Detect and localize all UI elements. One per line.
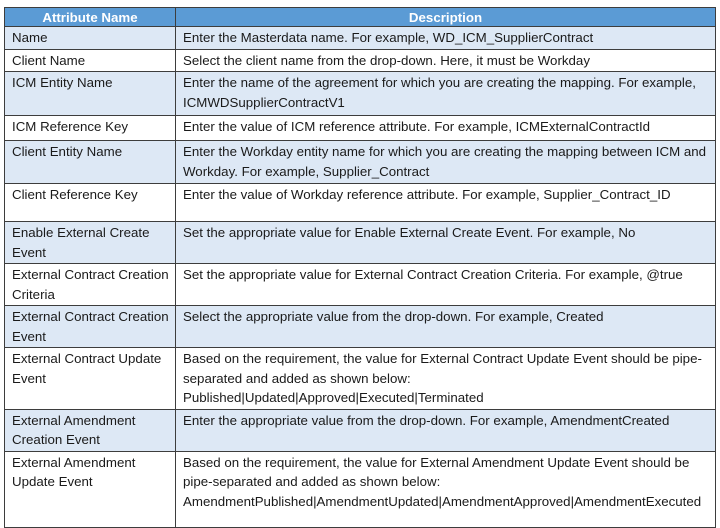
description-cell: Set the appropriate value for Enable External Create Event. For example, No xyxy=(176,222,716,264)
description-cell: Select the appropriate value from the drop-down. For example, Created xyxy=(176,306,716,348)
description-cell xyxy=(176,451,716,527)
attribute-cell: Client Reference Key xyxy=(5,184,176,222)
description-value: Published|Updated|Approved|Executed|Terminated xyxy=(183,390,484,405)
description-cell xyxy=(176,348,716,410)
header-description: Description xyxy=(176,8,716,27)
table-row xyxy=(5,409,716,451)
attribute-cell: External Amendment Creation Event xyxy=(5,409,176,451)
table-row xyxy=(5,72,716,116)
description-cell: Enter the appropriate value from the drop-down. For example, AmendmentCreated xyxy=(176,409,716,451)
description-cell: Enter the value of Workday reference attribute. For example, Supplier_Contract_ID xyxy=(176,184,716,222)
attribute-cell: External Contract Creation Event xyxy=(5,306,176,348)
attribute-cell: Name xyxy=(5,27,176,50)
table-row xyxy=(5,348,716,410)
attribute-cell: ICM Entity Name xyxy=(5,72,176,116)
attribute-cell: External Contract Creation Criteria xyxy=(5,264,176,306)
description-cell: Enter the Workday entity name for which you are creating the mapping between ICM and Workday. For example, Supplier_Contract xyxy=(176,141,716,184)
table-row xyxy=(5,116,716,141)
description-cell: Select the client name from the drop-down. Here, it must be Workday xyxy=(176,49,716,72)
attribute-cell: Enable External Create Event xyxy=(5,222,176,264)
attribute-cell: External Contract Update Event xyxy=(5,348,176,410)
description-text: Based on the requirement, the value for External Amendment Update Event should be pipe-separated and added as shown below: xyxy=(183,454,690,489)
table-row xyxy=(5,222,716,264)
table-row xyxy=(5,264,716,306)
attribute-cell: ICM Reference Key xyxy=(5,116,176,141)
description-cell: Set the appropriate value for External Contract Creation Criteria. For example, @true xyxy=(176,264,716,306)
attribute-cell: Client Name xyxy=(5,49,176,72)
description-cell: Enter the name of the agreement for which you are creating the mapping. For example, ICMWDSupplierContractV1 xyxy=(176,72,716,116)
table-row xyxy=(5,141,716,184)
description-cell: Enter the Masterdata name. For example, WD_ICM_SupplierContract xyxy=(176,27,716,50)
attribute-cell: External Amendment Update Event xyxy=(5,451,176,527)
header-attribute-name: Attribute Name xyxy=(5,8,176,27)
description-cell: Enter the value of ICM reference attribute. For example, ICMExternalContractId xyxy=(176,116,716,141)
table-row xyxy=(5,451,716,527)
table-row xyxy=(5,184,716,222)
table-row xyxy=(5,49,716,72)
table-row xyxy=(5,306,716,348)
description-text: Based on the requirement, the value for External Contract Update Event should be pipe-separated and added as shown below: xyxy=(183,351,702,386)
description-value: AmendmentPublished|AmendmentUpdated|AmendmentApproved|AmendmentExecuted xyxy=(183,493,702,509)
attribute-table xyxy=(4,7,716,528)
table-header-row xyxy=(5,8,716,27)
table-row xyxy=(5,27,716,50)
attribute-cell: Client Entity Name xyxy=(5,141,176,184)
